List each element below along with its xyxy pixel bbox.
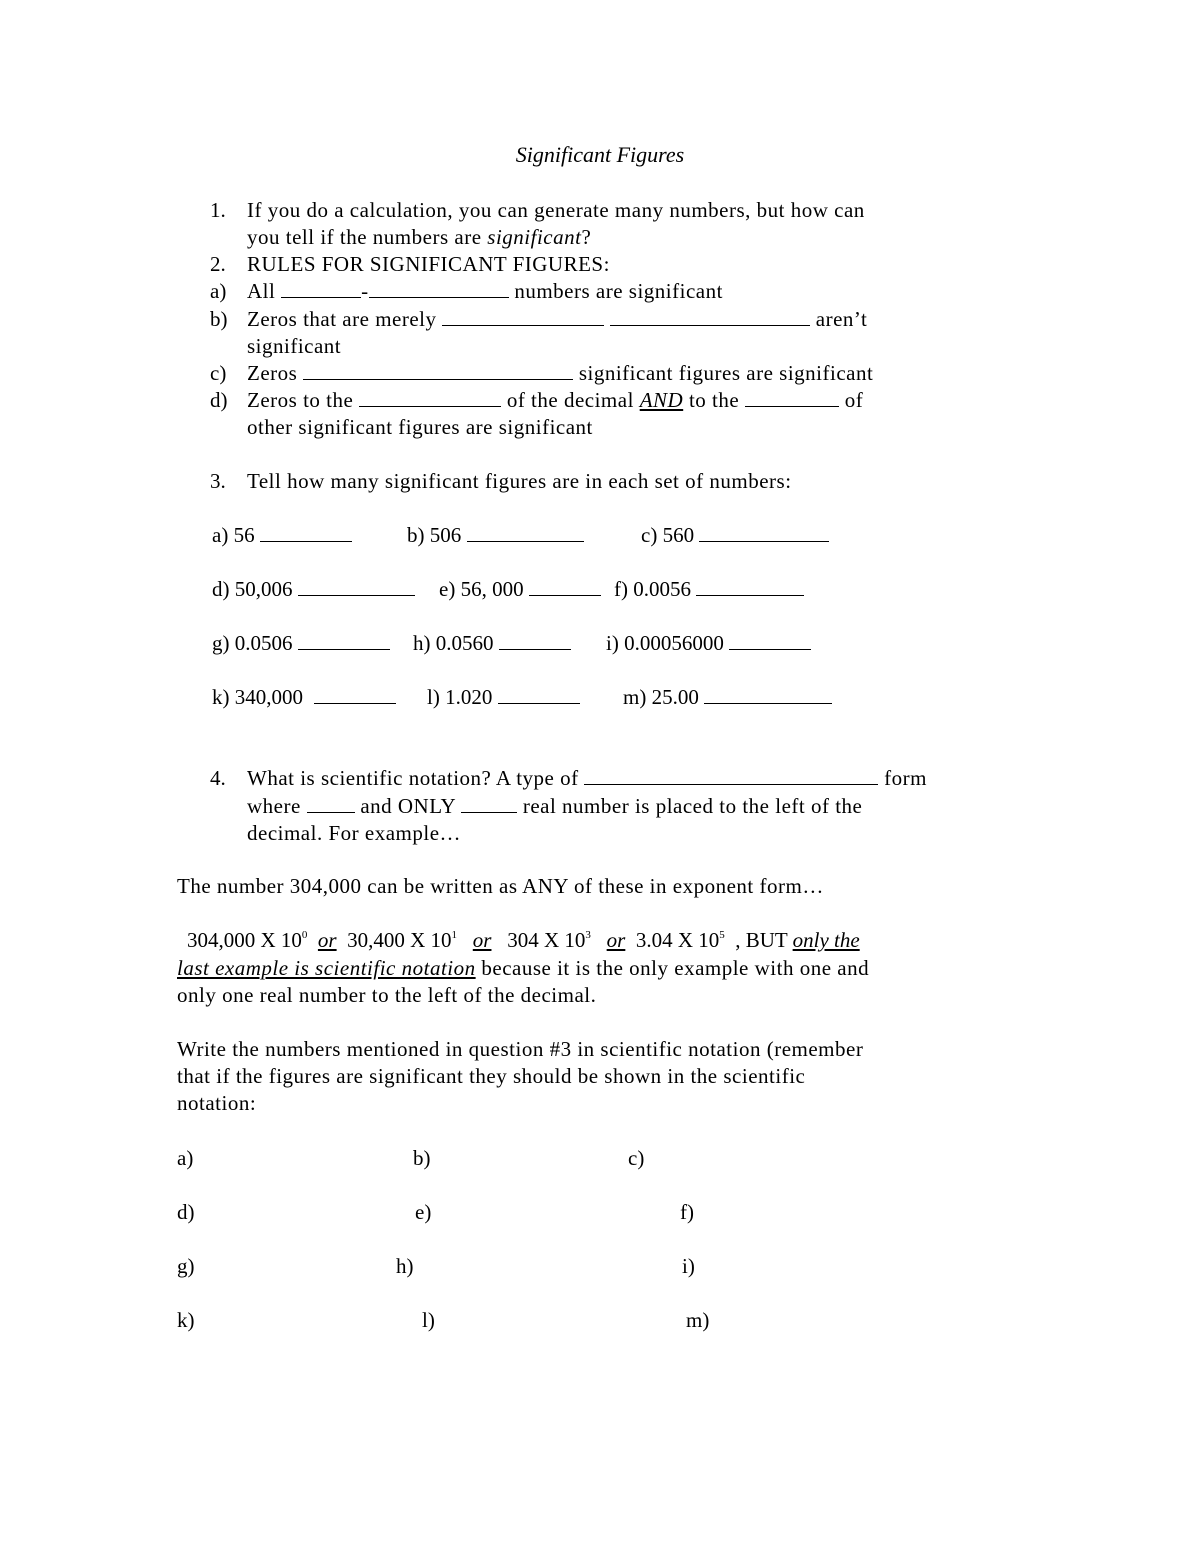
rule-d-blank-2[interactable]: [745, 388, 839, 407]
q1-line1: If you do a calculation, you can generate many numbers, but how can: [247, 198, 865, 222]
q3-item-k-text: k) 340,000: [212, 685, 303, 709]
rule-c: [247, 360, 873, 387]
q3-item-k-blank[interactable]: [314, 685, 396, 704]
rule-a: [247, 278, 723, 305]
rule-a-text: All: [247, 279, 276, 303]
answer-label-e: e): [415, 1200, 432, 1224]
answer-label-l: l): [422, 1308, 435, 1332]
answer-label-h: h): [396, 1254, 414, 1278]
write-instructions-line-1: Write the numbers mentioned in question #3 in scientific notation (remember: [177, 1037, 864, 1061]
rule-d-blank-1[interactable]: [359, 388, 501, 407]
rule-c-blank[interactable]: [303, 361, 573, 380]
rule-b-label: b): [210, 307, 228, 331]
rule-a-suffix: numbers are significant: [514, 279, 723, 303]
examples-line-3: only one real number to the left of the decimal.: [177, 983, 597, 1007]
q3-item-g: [212, 630, 390, 657]
example-3: 304 X 10: [507, 928, 586, 952]
q4-line1-suffix: form: [884, 766, 927, 790]
example-4: 3.04 X 10: [635, 928, 720, 952]
q3-item-b: [407, 522, 584, 549]
q3-item-e-text: e) 56, 000: [439, 577, 524, 601]
rule-d-mid: of the decimal: [506, 388, 634, 412]
q1-line2: [247, 224, 591, 251]
rule-c-label: c): [210, 361, 227, 385]
q3-item-d: [212, 576, 415, 603]
q2-heading: RULES FOR SIGNIFICANT FIGURES:: [247, 252, 610, 276]
q3-prompt: Tell how many significant figures are in each set of numbers:: [247, 469, 792, 493]
example-1-exponent: 0: [301, 929, 308, 941]
exponent-intro: The number 304,000 can be written as ANY of these in exponent form…: [177, 874, 824, 898]
rule-d-text: Zeros to the: [247, 388, 354, 412]
q3-item-d-blank[interactable]: [298, 577, 415, 596]
q4-blank-1[interactable]: [584, 766, 878, 785]
q3-item-h-blank[interactable]: [499, 631, 571, 650]
example-3-exponent: 3: [585, 929, 591, 941]
q4-line1: [247, 765, 927, 792]
q4-blank-3[interactable]: [461, 794, 517, 813]
q3-item-f: [614, 576, 804, 603]
q3-item-b-text: b) 506: [407, 523, 462, 547]
q3-item-f-blank[interactable]: [696, 577, 804, 596]
answer-label-f: f): [680, 1200, 694, 1224]
q1-number: 1.: [210, 198, 226, 222]
q3-item-g-blank[interactable]: [298, 631, 390, 650]
q3-item-m-blank[interactable]: [704, 685, 832, 704]
rule-a-label: a): [210, 279, 227, 303]
rule-b: [247, 306, 867, 333]
q3-item-a-text: a) 56: [212, 523, 255, 547]
rule-d-suffix: of: [844, 388, 864, 412]
rule-c-suffix: significant figures are significant: [578, 361, 874, 385]
q3-item-f-text: f) 0.0056: [614, 577, 691, 601]
q3-item-i-text: i) 0.00056000: [606, 631, 724, 655]
rule-d-mid2: to the: [688, 388, 740, 412]
rule-b-continued: significant: [247, 334, 342, 358]
write-instructions-line-2: that if the figures are significant they should be shown in the scientific: [177, 1064, 806, 1088]
q3-item-h: [413, 630, 571, 657]
q4-number: 4.: [210, 766, 226, 790]
answer-label-a: a): [177, 1146, 194, 1170]
q3-item-c-text: c) 560: [641, 523, 695, 547]
rule-c-text: Zeros: [247, 361, 298, 385]
q4-line2: [247, 793, 862, 820]
q3-item-g-text: g) 0.0506: [212, 631, 293, 655]
rule-b-blank-2[interactable]: [610, 307, 810, 326]
answer-label-m: m): [686, 1308, 710, 1332]
example-4-exponent: 5: [719, 929, 725, 941]
q2-number: 2.: [210, 252, 226, 276]
rule-d-continued: other significant figures are significant: [247, 415, 593, 439]
q3-item-l: [427, 684, 580, 711]
q3-item-c-blank[interactable]: [699, 523, 829, 542]
rule-a-blank-2[interactable]: [369, 279, 509, 298]
q1-line2-text: you tell if the numbers are: [247, 225, 488, 249]
q3-item-i: [606, 630, 811, 657]
q4-blank-2[interactable]: [307, 794, 355, 813]
q3-item-a-blank[interactable]: [260, 523, 352, 542]
q3-item-k: [212, 684, 396, 711]
q3-item-l-text: l) 1.020: [427, 685, 493, 709]
write-instructions-line-3: notation:: [177, 1091, 257, 1115]
q3-item-e-blank[interactable]: [529, 577, 601, 596]
rule-b-suffix: aren’t: [815, 307, 868, 331]
because-text: because it is the only example with one and: [481, 956, 870, 980]
or-1: or: [317, 928, 337, 952]
q3-number: 3.: [210, 469, 226, 493]
answer-label-g: g): [177, 1254, 195, 1278]
q3-item-m-text: m) 25.00: [623, 685, 699, 709]
q3-item-h-text: h) 0.0560: [413, 631, 494, 655]
q4-line2-text: where: [247, 794, 301, 818]
rule-a-blank-1[interactable]: [281, 279, 361, 298]
q3-item-b-blank[interactable]: [467, 523, 584, 542]
page-title: Significant Figures: [515, 142, 685, 167]
q4-line3: decimal. For example…: [247, 821, 462, 845]
rule-b-text: Zeros that are merely: [247, 307, 437, 331]
q3-item-l-blank[interactable]: [498, 685, 580, 704]
q1-significant-emphasis: significant: [487, 225, 582, 249]
answer-label-c: c): [628, 1146, 645, 1170]
only-the-emphasis: only the: [792, 928, 860, 952]
example-1: 304,000 X 10: [187, 928, 302, 952]
last-example-emphasis: last example is scientific notation: [177, 956, 476, 980]
example-2-exponent: 1: [451, 929, 458, 941]
rule-b-blank-1[interactable]: [442, 307, 604, 326]
answer-label-d: d): [177, 1200, 195, 1224]
examples-line-2: [177, 955, 869, 982]
q3-item-m: [623, 684, 832, 711]
q3-item-c: [641, 522, 829, 549]
or-3: or: [606, 928, 626, 952]
or-2: or: [472, 928, 492, 952]
q4-line1-text: What is scientific notation? A type of: [247, 766, 579, 790]
q3-item-a: [212, 522, 352, 549]
q3-item-e: [439, 576, 601, 603]
q1-question-mark: ?: [581, 225, 592, 249]
but-text: , BUT: [735, 928, 788, 952]
q3-item-d-text: d) 50,006: [212, 577, 293, 601]
q3-item-i-blank[interactable]: [729, 631, 811, 650]
answer-label-k: k): [177, 1308, 195, 1332]
examples-line: [187, 927, 860, 954]
rule-a-dash: -: [361, 279, 369, 303]
example-2: 30,400 X 10: [347, 928, 452, 952]
q4-line2-suffix: real number is placed to the left of the: [522, 794, 863, 818]
answer-label-i: i): [682, 1254, 695, 1278]
q4-line2-mid: and ONLY: [360, 794, 456, 818]
rule-d-and: AND: [639, 388, 684, 412]
answer-label-b: b): [413, 1146, 431, 1170]
rule-d-label: d): [210, 388, 228, 412]
rule-d: [247, 387, 863, 414]
